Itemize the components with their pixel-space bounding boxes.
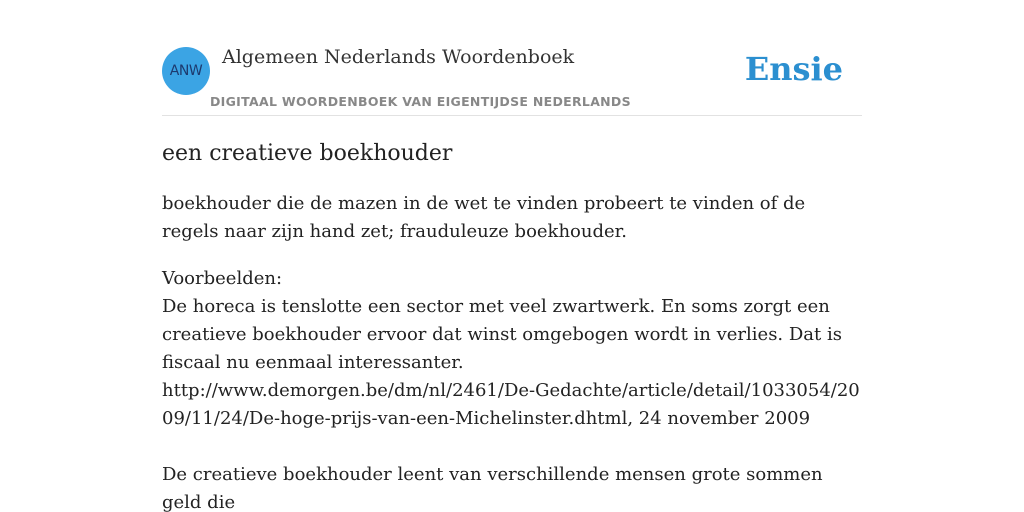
ensie-brand-logo[interactable]: Ensie bbox=[744, 50, 843, 88]
example-spacer bbox=[162, 433, 862, 461]
site-title[interactable]: Algemeen Nederlands Woordenboek bbox=[222, 46, 575, 68]
example-text: De creatieve boekhouder leent van verschillende mensen grote sommen geld die bbox=[162, 464, 823, 512]
entry-term: een creatieve boekhouder bbox=[162, 141, 453, 166]
entry-content bbox=[162, 138, 862, 512]
site-subtitle: DIGITAAL WOORDENBOEK VAN EIGENTIJDSE NEDERLANDS bbox=[210, 94, 631, 109]
anw-logo[interactable]: ANW bbox=[162, 47, 210, 95]
example-text: De horeca is tenslotte een sector met veel zwartwerk. En soms zorgt een creatieve boekhouder ervoor dat winst omgebogen wordt in verlies. Dat is fiscaal nu eenmaal interessanter. bbox=[162, 296, 842, 373]
examples-label: Voorbeelden: bbox=[162, 268, 283, 289]
example-source: http://www.demorgen.be/dm/nl/2461/De-Gedachte/article/detail/1033054/2009/11/24/De-hoge-prijs-van-een-Michelinster.dhtml, 24 november 2009 bbox=[162, 380, 860, 429]
header-divider bbox=[162, 115, 862, 116]
entry-definition: boekhouder die de mazen in de wet te vinden probeert te vinden of de regels naar zijn hand zet; frauduleuze boekhouder. bbox=[162, 193, 806, 242]
